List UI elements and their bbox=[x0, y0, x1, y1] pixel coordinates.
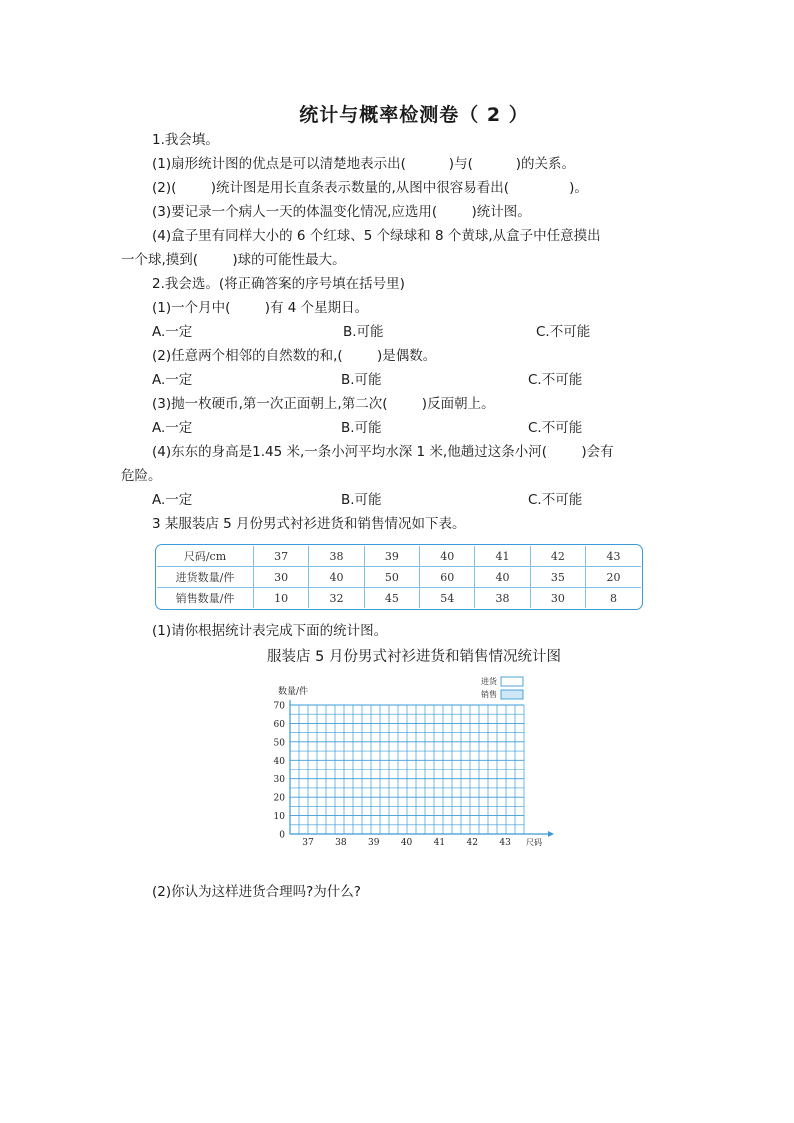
q2-item-4-line1: (4)东东的身高是1.45 米,一条小河平均水深 1 米,他趟过这条小河( )会有 bbox=[152, 444, 614, 460]
x-axis-label: 尺码 bbox=[526, 838, 542, 847]
y-tick-label: 30 bbox=[273, 775, 285, 786]
y-tick-label: 20 bbox=[273, 793, 285, 804]
y-tick-label: 70 bbox=[273, 701, 285, 712]
q2-item-2: (2)任意两个相邻的自然数的和,( )是偶数。 bbox=[152, 348, 437, 364]
x-tick-label: 39 bbox=[367, 838, 380, 848]
q2-item-2-option-a: A.一定 bbox=[152, 372, 193, 388]
chart-legend bbox=[481, 676, 523, 699]
chart-labels bbox=[274, 685, 542, 848]
y-axis-label: 数量/件 bbox=[278, 687, 309, 697]
q1-item-4-line2: 一个球,摸到( )球的可能性最大。 bbox=[121, 252, 346, 268]
q2-item-3-option-b: B.可能 bbox=[341, 420, 382, 436]
chart-axes bbox=[290, 700, 554, 837]
table-cell: 45 bbox=[364, 588, 419, 609]
q1-item-3: (3)要记录一个病人一天的体温变化情况,应选用( )统计图。 bbox=[152, 204, 531, 220]
q2-item-4-option-a: A.一定 bbox=[152, 492, 193, 508]
table-cell: 40 bbox=[309, 567, 364, 588]
q2-item-4-option-c: C.不可能 bbox=[528, 492, 583, 508]
y-tick-label: 10 bbox=[273, 812, 285, 823]
q2-heading: 2.我会选。(将正确答案的序号填在括号里) bbox=[152, 276, 405, 292]
legend-label-sales: 销售 bbox=[481, 690, 497, 699]
table-cell: 39 bbox=[364, 546, 419, 567]
table-cell: 32 bbox=[309, 588, 364, 609]
page-title: 统计与概率检测卷（ 2 ） bbox=[299, 104, 529, 126]
x-tick-label: 43 bbox=[499, 838, 511, 848]
table-cell: 进货数量/件 bbox=[157, 567, 254, 588]
y-tick-label: 40 bbox=[273, 756, 285, 767]
q2-item-1-option-a: A.一定 bbox=[152, 324, 193, 340]
table-cell: 尺码/cm bbox=[157, 546, 254, 567]
q2-item-2-option-c: C.不可能 bbox=[528, 372, 583, 388]
q2-item-2-option-b: B.可能 bbox=[341, 372, 382, 388]
table-cell: 60 bbox=[420, 567, 475, 588]
table-cell: 30 bbox=[530, 588, 585, 609]
legend-label-purchase: 进货 bbox=[481, 677, 497, 686]
q3-heading: 3 某服装店 5 月份男式衬衫进货和销售情况如下表。 bbox=[152, 516, 466, 532]
q2-item-1: (1)一个月中( )有 4 个星期日。 bbox=[152, 300, 369, 316]
table-cell: 38 bbox=[475, 588, 530, 609]
table-cell: 54 bbox=[420, 588, 475, 609]
table-cell: 50 bbox=[364, 567, 419, 588]
q1-item-2: (2)( )统计图是用长直条表示数量的,从图中很容易看出( )。 bbox=[152, 180, 588, 196]
q3-sub-1: (1)请你根据统计表完成下面的统计图。 bbox=[152, 623, 388, 639]
q1-heading: 1.我会填。 bbox=[152, 132, 219, 148]
q2-item-1-option-b: B.可能 bbox=[343, 324, 384, 340]
q1-item-4-line1: (4)盒子里有同样大小的 6 个红球、5 个绿球和 8 个黄球,从盒子中任意摸出 bbox=[152, 228, 601, 244]
q2-item-3: (3)抛一枚硬币,第一次正面朝上,第二次( )反面朝上。 bbox=[152, 396, 495, 412]
chart-title: 服装店 5 月份男式衬衫进货和销售情况统计图 bbox=[267, 649, 561, 665]
q2-item-3-option-a: A.一定 bbox=[152, 420, 193, 436]
q1-item-1: (1)扇形统计图的优点是可以清楚地表示出( )与( )的关系。 bbox=[152, 156, 576, 172]
table-cell: 销售数量/件 bbox=[157, 588, 254, 609]
table-cell: 37 bbox=[254, 546, 309, 567]
y-tick-label: 60 bbox=[273, 719, 285, 730]
table-cell: 35 bbox=[530, 567, 585, 588]
table-cell: 38 bbox=[309, 546, 364, 567]
chart-grid bbox=[290, 705, 524, 834]
x-tick-label: 41 bbox=[433, 838, 446, 848]
table-cell: 40 bbox=[475, 567, 530, 588]
q2-item-4-line2: 危险。 bbox=[121, 468, 162, 484]
table-cell: 20 bbox=[586, 567, 641, 588]
x-axis-arrow-icon bbox=[548, 831, 554, 837]
table-cell: 43 bbox=[586, 546, 641, 567]
table-cell: 30 bbox=[254, 567, 309, 588]
q2-item-1-option-c: C.不可能 bbox=[536, 324, 591, 340]
x-tick-label: 40 bbox=[400, 838, 413, 848]
legend-swatch-purchase bbox=[501, 677, 523, 686]
q3-sub-2: (2)你认为这样进货合理吗?为什么? bbox=[152, 884, 361, 900]
x-tick-label: 42 bbox=[466, 838, 478, 848]
table-cell: 41 bbox=[475, 546, 530, 567]
y-tick-label: 0 bbox=[279, 830, 285, 841]
table-cell: 10 bbox=[254, 588, 309, 609]
q2-item-3-option-c: C.不可能 bbox=[528, 420, 583, 436]
table-cell: 40 bbox=[420, 546, 475, 567]
legend-swatch-sales bbox=[501, 690, 523, 699]
q2-item-4-option-b: B.可能 bbox=[341, 492, 382, 508]
y-tick-label: 50 bbox=[273, 738, 285, 749]
table-cell: 8 bbox=[586, 588, 641, 609]
table-cell: 42 bbox=[530, 546, 585, 567]
x-tick-label: 38 bbox=[335, 838, 347, 848]
x-tick-label: 37 bbox=[302, 838, 314, 848]
